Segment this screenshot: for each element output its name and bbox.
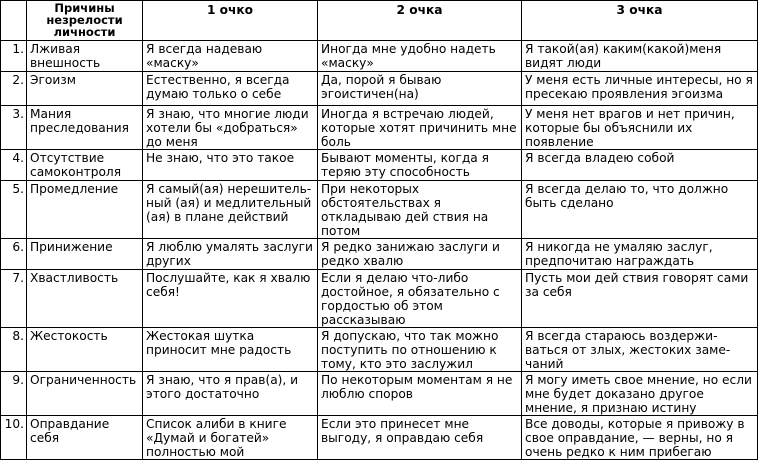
table-row xyxy=(1,328,758,372)
one-point-cell: Я люблю умалять заслуги других xyxy=(143,239,318,270)
table-row xyxy=(1,150,758,181)
three-points-cell: Я всегда стараюсь воздержи-ваться от злых, жестоких заме-чаний xyxy=(522,328,758,372)
two-points-cell: При некоторых обстоятельствах я откладываю дей ствия на потом xyxy=(318,181,522,239)
two-points-cell: По некоторым моментам я не люблю споров xyxy=(318,372,522,416)
cause-cell: Ограниченность xyxy=(27,372,143,416)
table-row xyxy=(1,181,758,239)
two-points-cell: Иногда я встречаю людей, которые хотят причинить мне боль xyxy=(318,106,522,150)
table-row xyxy=(1,270,758,328)
row-number: 3. xyxy=(1,106,27,150)
three-points-cell: Я никогда не умаляю заслуг, предпочитаю награждать xyxy=(522,239,758,270)
row-number: 9. xyxy=(1,372,27,416)
cause-cell: Эгоизм xyxy=(27,72,143,106)
cause-cell: Жестокость xyxy=(27,328,143,372)
three-points-cell: Я всегда делаю то, что должно быть сделано xyxy=(522,181,758,239)
cause-cell: Промедление xyxy=(27,181,143,239)
row-number: 6. xyxy=(1,239,27,270)
three-points-cell: У меня нет врагов и нет причин, которые бы объяснили их появление xyxy=(522,106,758,150)
row-number: 7. xyxy=(1,270,27,328)
table-row xyxy=(1,239,758,270)
table-row xyxy=(1,372,758,416)
header-row xyxy=(1,1,758,41)
one-point-cell: Естественно, я всегда думаю только о себе xyxy=(143,72,318,106)
three-points-cell: Я могу иметь свое мнение, но если мне будет доказано другое мнение, я признаю истину xyxy=(522,372,758,416)
one-point-cell: Я самый(ая) нерешитель-ный (ая) и медлительный (ая) в плане действий xyxy=(143,181,318,239)
table-row xyxy=(1,72,758,106)
header-2-points: 2 очка xyxy=(318,1,522,41)
cause-cell: Принижение xyxy=(27,239,143,270)
row-number: 1. xyxy=(1,41,27,72)
two-points-cell: Иногда мне удобно надеть «маску» xyxy=(318,41,522,72)
header-cause: Причины незрелости личности xyxy=(27,1,143,41)
cause-cell: Отсутствие самоконтроля xyxy=(27,150,143,181)
two-points-cell: Да, порой я бываю эгоистичен(на) xyxy=(318,72,522,106)
two-points-cell: Бывают моменты, когда я теряю эту способность xyxy=(318,150,522,181)
header-number xyxy=(1,1,27,41)
cause-cell: Оправдание себя xyxy=(27,416,143,460)
three-points-cell: У меня есть личные интересы, но я пресекаю проявления эгоизма xyxy=(522,72,758,106)
one-point-cell: Послушайте, как я хвалю себя! xyxy=(143,270,318,328)
two-points-cell: Если я делаю что-либо достойное, я обязательно с гордостью об этом рассказываю xyxy=(318,270,522,328)
two-points-cell: Я допускаю, что так можно поступить по отношению к тому, кто это заслужил xyxy=(318,328,522,372)
cause-cell: Хвастливость xyxy=(27,270,143,328)
table-row xyxy=(1,106,758,150)
row-number: 10. xyxy=(1,416,27,460)
cause-cell: Мания преследования xyxy=(27,106,143,150)
header-3-points: 3 очка xyxy=(522,1,758,41)
cause-cell: Лживая внешность xyxy=(27,41,143,72)
one-point-cell: Я знаю, что многие люди хотели бы «добраться» до меня xyxy=(143,106,318,150)
three-points-cell: Все доводы, которые я привожу в свое оправдание, — верны, но я очень редко к ним прибегаю xyxy=(522,416,758,460)
two-points-cell: Если это принесет мне выгоду, я оправдаю себя xyxy=(318,416,522,460)
table-row xyxy=(1,41,758,72)
row-number: 2. xyxy=(1,72,27,106)
one-point-cell: Жестокая шутка приносит мне радость xyxy=(143,328,318,372)
one-point-cell: Я знаю, что я прав(а), и этого достаточно xyxy=(143,372,318,416)
row-number: 5. xyxy=(1,181,27,239)
one-point-cell: Не знаю, что это такое xyxy=(143,150,318,181)
three-points-cell: Я всегда владею собой xyxy=(522,150,758,181)
one-point-cell: Я всегда надеваю «маску» xyxy=(143,41,318,72)
row-number: 8. xyxy=(1,328,27,372)
row-number: 4. xyxy=(1,150,27,181)
header-1-point: 1 очко xyxy=(143,1,318,41)
table-row xyxy=(1,416,758,460)
three-points-cell: Пусть мои дей ствия говорят сами за себя xyxy=(522,270,758,328)
two-points-cell: Я редко занижаю заслуги и редко хвалю xyxy=(318,239,522,270)
three-points-cell: Я такой(ая) каким(какой)меня видят люди xyxy=(522,41,758,72)
one-point-cell: Список алиби в книге «Думай и богатей» полностью мой xyxy=(143,416,318,460)
